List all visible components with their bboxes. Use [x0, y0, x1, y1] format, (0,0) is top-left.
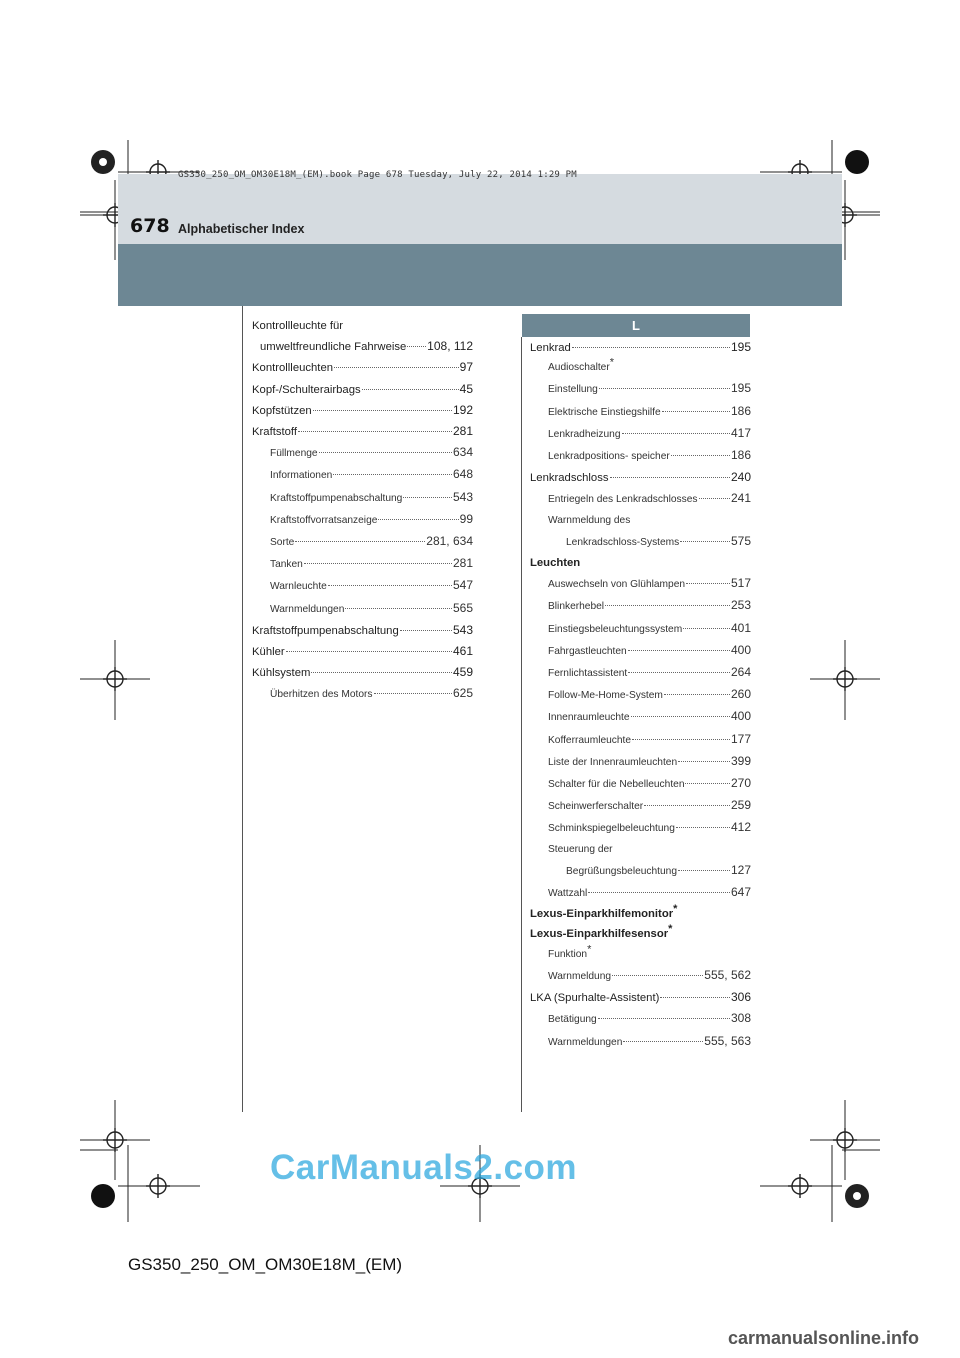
index-entry: Kontrollleuchten 97	[252, 360, 473, 375]
left-index-column	[252, 316, 473, 706]
index-subentry: Audioschalter*	[548, 356, 615, 374]
watermark-site: carmanualsonline.info	[728, 1328, 920, 1348]
asterisk-marker: *	[587, 943, 592, 956]
index-subentry: Einstellung 195	[548, 381, 751, 396]
index-subentry: Lenkradheizung 417	[548, 425, 751, 440]
index-entry: Kraftstoffpumpenabschaltung 543	[252, 622, 473, 637]
index-subentry: Blinkerhebel 253	[548, 598, 751, 613]
index-subentry: Überhitzen des Motors 625	[270, 686, 473, 701]
index-entry: Lexus-Einparkhilfemonitor*	[530, 903, 678, 921]
asterisk-marker: *	[673, 903, 678, 916]
index-entry: Kraftstoff 281	[252, 424, 473, 439]
index-subentry: Schminkspiegelbeleuchtung 412	[548, 820, 751, 835]
index-subentry: Kofferraumleuchte 177	[548, 731, 751, 746]
index-subentry: Steuerung der	[548, 843, 613, 855]
index-entry: umweltfreundliche Fahrweise 108, 112	[260, 339, 473, 354]
index-subentry: Lenkradschloss-Systems 575	[566, 533, 751, 548]
index-entry: Kühlsystem 459	[252, 665, 473, 680]
index-entry: Kühler 461	[252, 644, 473, 659]
header-color-band	[118, 244, 842, 306]
asterisk-marker: *	[609, 356, 615, 369]
index-entry: Lexus-Einparkhilfesensor*	[530, 923, 673, 941]
index-entry: Lenkrad 195	[530, 340, 751, 354]
index-subentry: Liste der Innenraumleuchten 399	[548, 753, 751, 768]
index-entry: LKA (Spurhalte-Assistent) 306	[530, 990, 751, 1005]
book-stamp: GS350_250_OM_OM30E18M_(EM).book Page 678 Tuesday, July 22, 2014 1:29 PM	[178, 170, 577, 180]
footer-doc-code: GS350_250_OM_OM30E18M_(EM)	[128, 1255, 403, 1274]
index-subentry: Innenraumleuchte 400	[548, 709, 751, 724]
page-number: 678	[130, 215, 170, 237]
index-subentry: Kraftstoffvorratsanzeige 99	[270, 511, 473, 526]
index-entry: Kopf-/Schulterairbags 45	[252, 381, 473, 396]
column-divider-mid	[521, 337, 522, 1112]
index-subentry: Funktion*	[548, 943, 592, 960]
index-subentry: Warnmeldungen 555, 563	[548, 1033, 751, 1048]
section-title: Alphabetischer Index	[178, 222, 305, 236]
watermark-logo: CarManuals2.com	[270, 1148, 578, 1187]
asterisk-marker: *	[668, 923, 673, 936]
index-subentry: Einstiegsbeleuchtungssystem 401	[548, 620, 751, 635]
index-subentry: Begrüßungsbeleuchtung 127	[566, 862, 751, 877]
index-subentry: Elektrische Einstiegshilfe 186	[548, 403, 751, 418]
index-subentry: Scheinwerferschalter 259	[548, 798, 751, 813]
index-subentry: Füllmenge 634	[270, 445, 473, 460]
index-subentry: Lenkradpositions- speicher 186	[548, 448, 751, 463]
index-subentry: Tanken 281	[270, 556, 473, 571]
index-subentry: Informationen 648	[270, 467, 473, 482]
index-entry: Leuchten	[530, 557, 581, 570]
index-subentry: Kraftstoffpumpenabschaltung 543	[270, 489, 473, 504]
index-subentry: Warnmeldungen 565	[270, 600, 473, 615]
index-subentry: Follow-Me-Home-System 260	[548, 687, 751, 702]
index-subentry: Sorte 281, 634	[270, 534, 473, 549]
index-subentry: Auswechseln von Glühlampen 517	[548, 576, 751, 591]
index-subentry: Warnmeldung 555, 562	[548, 967, 751, 982]
index-subentry: Fahrgastleuchten 400	[548, 642, 751, 657]
right-index-column	[530, 337, 751, 1053]
index-subentry: Warnleuchte 547	[270, 578, 473, 593]
index-entry: Kopfstützen 192	[252, 402, 473, 417]
index-subentry: Schalter für die Nebelleuchten 270	[548, 776, 751, 791]
index-subentry: Wattzahl 647	[548, 885, 751, 900]
index-entry: Lenkradschloss 240	[530, 470, 751, 485]
column-divider-left	[242, 306, 243, 1112]
index-subentry: Betätigung 308	[548, 1011, 751, 1026]
index-subentry: Entriegeln des Lenkradschlosses 241	[548, 491, 751, 506]
index-letter-header: L	[522, 314, 750, 337]
index-subentry: Fernlichtassistent 264	[548, 665, 751, 680]
index-entry-heading: Kontrollleuchte für	[252, 320, 344, 332]
index-subentry: Warnmeldung des	[548, 514, 631, 526]
